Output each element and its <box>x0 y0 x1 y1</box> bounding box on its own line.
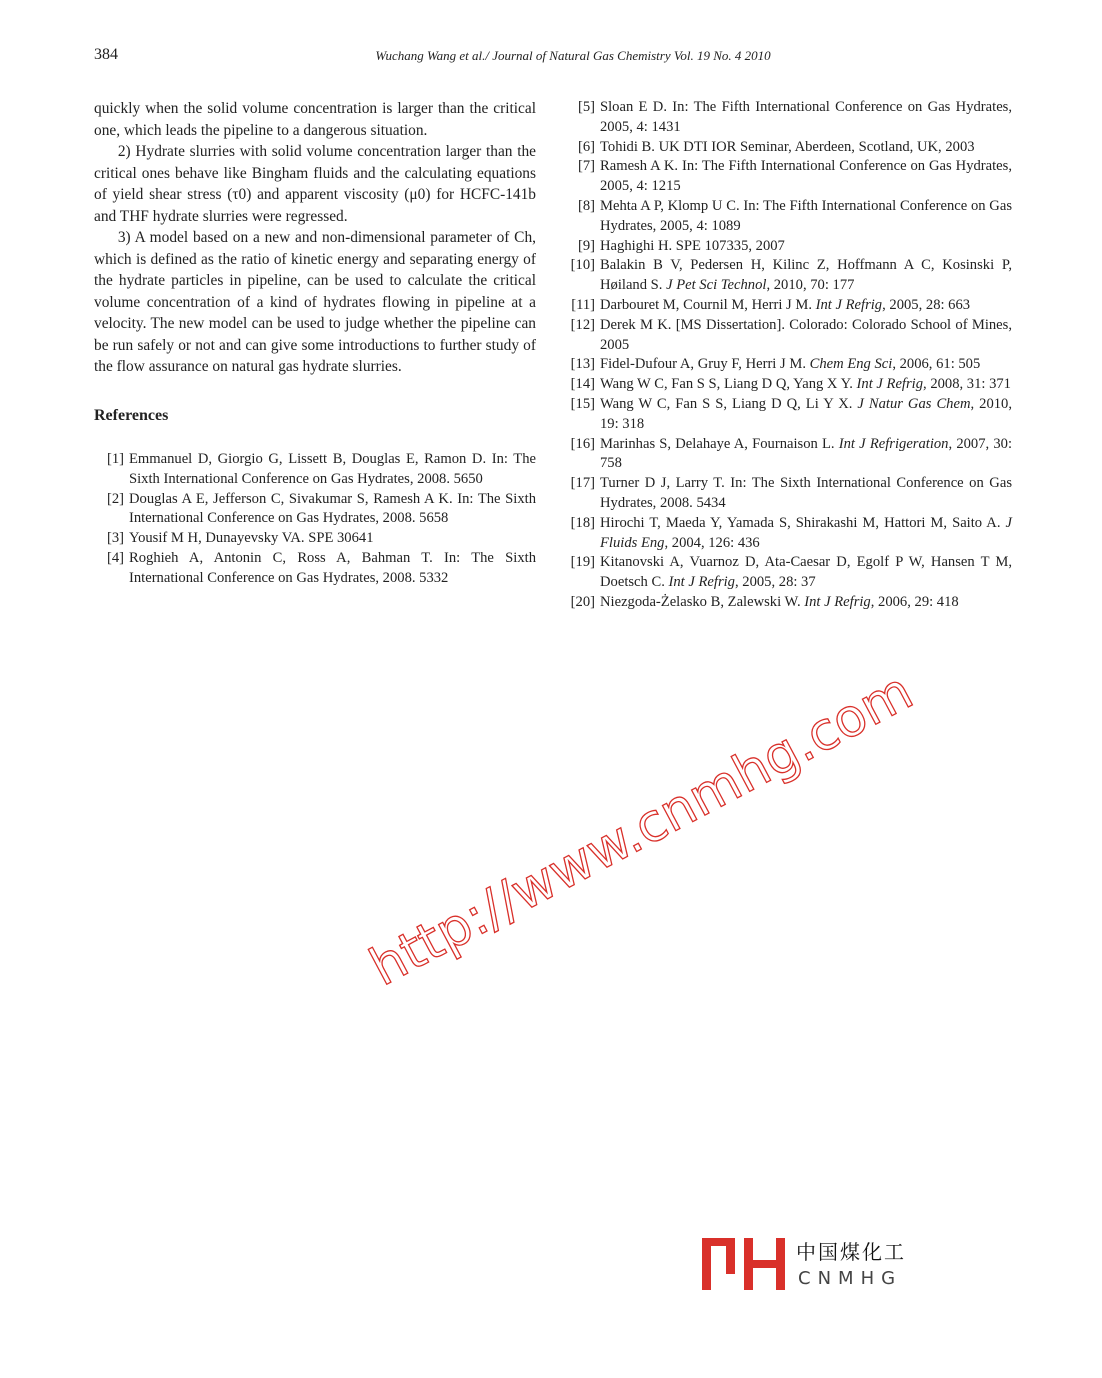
reference-journal: Int J Refrig <box>804 593 871 610</box>
reference-journal: J Fluids Eng <box>600 514 1012 551</box>
reference-text: Turner D J, Larry T. In: The Sixth International Conference on Gas Hydrates, 2008. 5434 <box>600 475 1012 511</box>
reference-journal: Int J Refrig <box>815 296 883 313</box>
watermark-text: http://www.cnmhg.com <box>360 661 923 999</box>
reference-text: Ramesh A K. In: The Fifth International Conference on Gas Hydrates, 2005, 4: 1215 <box>600 158 1012 195</box>
reference-number: [8] <box>577 197 595 214</box>
body-paragraph-2: 2) Hydrate slurries with solid volume concentration larger than the critical ones behave like Bingham fluids and the calculating equations of yield shear stress (τ0) and apparent viscosity (μ0) for HCFC-141b and THF hydrate slurries were regressed. <box>94 143 536 225</box>
reference-authors: Kitanovski A, Vuarnoz D, Ata-Caesar D, Egolf P W, Hansen T M, Doetsch C. <box>600 554 1012 591</box>
reference-text <box>600 435 1012 475</box>
reference-citation: , 2006, 61: 505 <box>892 356 981 373</box>
reference-text <box>600 375 1012 395</box>
body-paragraph-3: 3) A model based on a new and non-dimensional parameter of Ch, which is defined as the ratio of kinetic energy and separating energy of the hydrate particles in pipeline, can be used to calculate the critical volume concentration of a kind of hydrates flowing in pipeline at a velocity. The new model can be used to judge whether the pipeline can be run safely or not and can give some introductions to further study of the flow assurance on natural gas hydrate slurries. <box>94 229 536 375</box>
reference-text: Emmanuel D, Giorgio G, Lissett B, Douglas E, Ramon D. In: The Sixth International Conference on Gas Hydrates, 2008. 5650 <box>129 451 536 487</box>
reference-number: [15] <box>570 395 595 412</box>
reference-text: Yousif M H, Dunayevsky VA. SPE 30641 <box>129 530 374 547</box>
reference-text <box>600 296 1012 316</box>
reference-item <box>566 514 1012 554</box>
reference-number: [9] <box>577 237 595 254</box>
reference-number: [3] <box>106 530 124 547</box>
page-header <box>94 46 1012 68</box>
reference-citation: , 2005, 28: 37 <box>734 574 816 591</box>
reference-list-right <box>566 98 1012 613</box>
reference-journal: Int J Refrigeration <box>838 435 949 452</box>
reference-text: Douglas A E, Jefferson C, Sivakumar S, Ramesh A K. In: The Sixth International Conference on Gas Hydrates, 2008. 5658 <box>129 490 536 527</box>
reference-authors: Darbouret M, Cournil M, Herri J M. <box>600 296 816 313</box>
reference-journal: Chem Eng Sci <box>809 356 893 373</box>
reference-item <box>566 355 1012 375</box>
reference-item <box>566 316 1012 356</box>
reference-number: [20] <box>570 593 595 610</box>
reference-text <box>600 395 1012 435</box>
reference-text: Derek M K. [MS Dissertation]. Colorado: Colorado School of Mines, 2005 <box>600 316 1012 353</box>
reference-citation: , 2007, 30: 758 <box>600 435 1013 472</box>
reference-journal: J Natur Gas Chem <box>857 395 971 412</box>
reference-citation: , 2005, 28: 663 <box>882 296 971 313</box>
body-paragraph-1: quickly when the solid volume concentration is larger than the critical one, which leads the pipeline to a dangerous situation. <box>94 100 536 139</box>
reference-item <box>566 435 1012 475</box>
cnmhg-logo <box>700 1234 920 1294</box>
reference-text <box>600 355 1012 375</box>
reference-journal: Int J Refrig <box>856 376 924 393</box>
reference-authors: Niezgoda-Żelasko B, Zalewski W. <box>600 593 805 610</box>
reference-number: [14] <box>570 376 595 393</box>
reference-item <box>94 490 536 530</box>
reference-text: Sloan E D. In: The Fifth International Conference on Gas Hydrates, 2005, 4: 1431 <box>600 99 1012 135</box>
reference-number: [16] <box>570 435 595 452</box>
reference-number: [5] <box>577 99 595 115</box>
reference-citation: , 2006, 29: 418 <box>870 593 959 610</box>
reference-text: Roghieh A, Antonin C, Ross A, Bahman T. In: The Sixth International Conference on Gas Hydrates, 2008. 5332 <box>129 549 536 586</box>
reference-authors: Fidel-Dufour A, Gruy F, Herri J M. <box>600 356 810 373</box>
reference-number: [2] <box>106 490 124 507</box>
reference-item <box>566 197 1012 237</box>
reference-text <box>600 553 1012 593</box>
page-number: 384 <box>94 46 118 63</box>
reference-number: [1] <box>106 451 124 467</box>
reference-item <box>566 593 1012 613</box>
logo-english-name: CNMHG <box>798 1268 903 1289</box>
references-heading: References <box>94 406 169 424</box>
running-title: Wuchang Wang et al./ Journal of Natural Gas Chemistry Vol. 19 No. 4 2010 <box>375 48 771 63</box>
reference-text <box>600 593 1012 613</box>
reference-text <box>600 256 1012 296</box>
reference-number: [7] <box>577 158 595 175</box>
reference-item <box>566 395 1012 435</box>
reference-text: Mehta A P, Klomp U C. In: The Fifth International Conference on Gas Hydrates, 2005, 4: 1089 <box>600 197 1012 234</box>
reference-text: Haghighi H. SPE 107335, 2007 <box>600 237 785 254</box>
reference-list-left <box>94 450 536 589</box>
reference-number: [4] <box>106 549 124 566</box>
reference-number: [19] <box>570 554 595 571</box>
left-column <box>94 98 536 589</box>
reference-number: [13] <box>570 356 595 373</box>
logo-chinese-name: 中国煤化工 <box>796 1240 906 1264</box>
reference-authors: Hirochi T, Maeda Y, Yamada S, Shirakashi M, Hattori M, Saito A. <box>600 514 1006 531</box>
reference-item <box>566 237 1012 257</box>
reference-item <box>566 553 1012 593</box>
reference-text: Tohidi B. UK DTI IOR Seminar, Aberdeen, Scotland, UK, 2003 <box>600 138 975 155</box>
url-watermark <box>280 660 923 999</box>
reference-citation: , 2010, 70: 177 <box>766 277 855 294</box>
reference-text <box>600 514 1012 554</box>
reference-citation: , 2008, 31: 371 <box>923 376 1011 393</box>
reference-item <box>94 549 536 589</box>
reference-number: [10] <box>570 257 595 274</box>
reference-item <box>566 98 1012 138</box>
reference-journal: J Pet Sci Technol <box>666 277 767 294</box>
reference-number: [11] <box>571 296 595 313</box>
reference-citation: , 2004, 126: 436 <box>664 534 760 551</box>
reference-number: [6] <box>577 138 595 155</box>
reference-journal: Int J Refrig <box>668 574 735 591</box>
reference-number: [18] <box>570 514 595 531</box>
reference-item <box>566 256 1012 296</box>
reference-item <box>566 138 1012 158</box>
reference-authors: Marinhas S, Delahaye A, Fournaison L. <box>600 435 839 452</box>
reference-item <box>566 375 1012 395</box>
mh-logo-mark <box>700 1234 792 1292</box>
reference-item <box>566 296 1012 316</box>
reference-number: [17] <box>570 475 595 492</box>
reference-number: [12] <box>570 316 595 333</box>
reference-item <box>566 474 1012 514</box>
reference-authors: Wang W C, Fan S S, Liang D Q, Yang X Y. <box>600 376 857 393</box>
right-column <box>566 98 1012 613</box>
reference-authors: Balakin B V, Pedersen H, Kilinc Z, Hoffmann A C, Kosinski P, Høiland S. <box>600 257 1012 294</box>
reference-authors: Wang W C, Fan S S, Liang D Q, Li Y X. <box>600 395 858 412</box>
reference-citation: , 2010, 19: 318 <box>600 395 1012 432</box>
reference-item <box>94 529 536 549</box>
reference-item <box>566 157 1012 197</box>
reference-item <box>94 450 536 490</box>
